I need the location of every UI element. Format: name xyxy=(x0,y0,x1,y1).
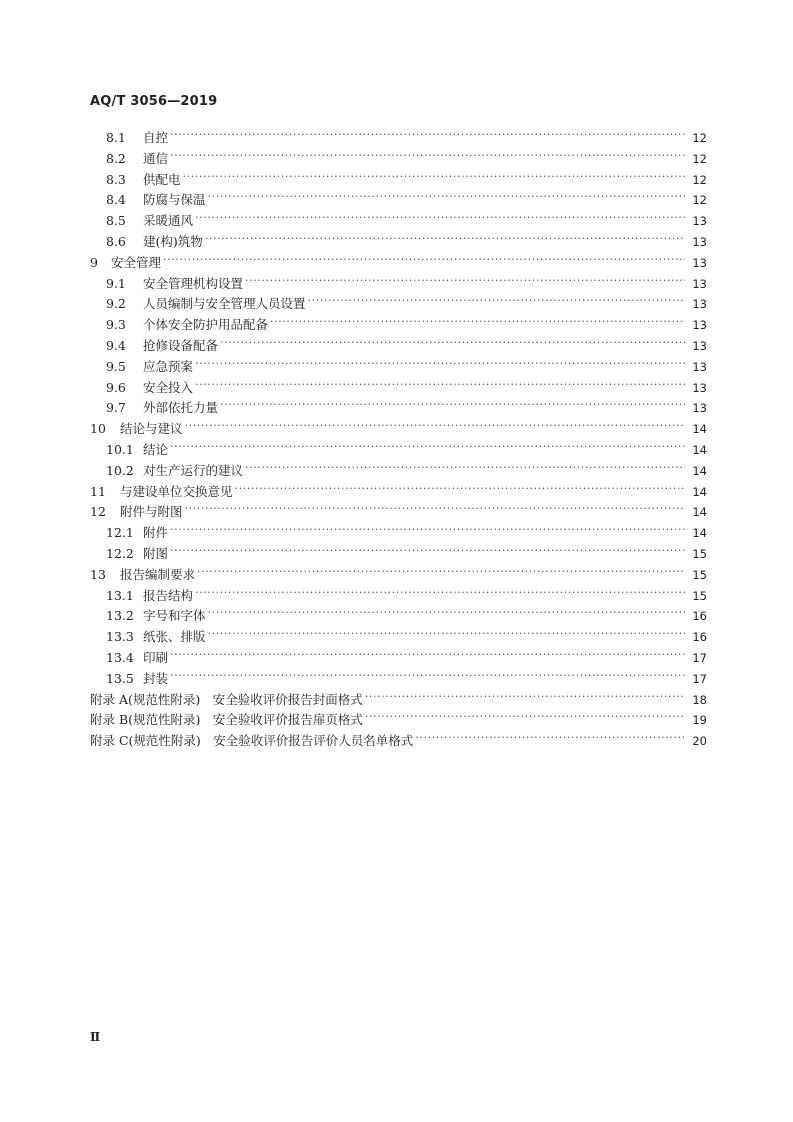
toc-entry-number: 9.7 xyxy=(106,400,126,416)
toc-entry-number: 9 xyxy=(90,254,98,270)
toc-entry-title: 防腐与保温 xyxy=(143,192,206,208)
toc-dot-leader xyxy=(170,146,685,167)
toc-entry-title: 供配电 xyxy=(143,171,181,187)
toc-entry-number: 10.2 xyxy=(106,462,134,478)
toc-entry-title: 报告结构 xyxy=(143,587,194,603)
toc-entry-number: 13.1 xyxy=(106,587,134,603)
toc-dot-leader xyxy=(185,499,685,520)
toc-dot-leader xyxy=(208,624,685,645)
toc-dot-leader xyxy=(308,291,685,312)
toc-entry-title: 安全投入 xyxy=(143,379,194,395)
toc-entry-number: 8.6 xyxy=(106,233,126,249)
toc-entry-page: 15 xyxy=(692,588,707,603)
toc-entry-number: 12.2 xyxy=(106,545,134,561)
toc-dot-leader xyxy=(220,333,685,354)
toc-entry-page: 17 xyxy=(692,671,707,686)
toc-dot-leader xyxy=(208,187,685,208)
toc-entry-page: 14 xyxy=(692,484,707,499)
toc-entry-page: 13 xyxy=(692,297,707,312)
standard-code-header: AQ/T 3056—2019 xyxy=(90,94,218,109)
toc-entry-number: 8.2 xyxy=(106,150,126,166)
toc-entry-number: 11 xyxy=(90,483,106,499)
toc-dot-leader xyxy=(195,375,685,396)
toc-dot-leader xyxy=(220,395,685,416)
toc-entry-page: 13 xyxy=(692,255,707,270)
page-numeral: Ⅱ xyxy=(90,1030,101,1044)
toc-entry-title: 与建设单位交换意见 xyxy=(120,483,233,499)
toc-entry-title: 安全管理 xyxy=(111,254,162,270)
toc-entry-page: 14 xyxy=(692,422,707,437)
toc-entry-page: 12 xyxy=(692,151,707,166)
toc-entry-number: 8.3 xyxy=(106,171,126,187)
toc-entry[interactable] xyxy=(90,731,707,752)
toc-dot-leader xyxy=(365,687,685,708)
toc-entry-number: 9.2 xyxy=(106,296,126,312)
toc-dot-leader xyxy=(415,728,685,749)
toc-entry-number: 8.1 xyxy=(106,130,126,145)
toc-entry-page: 12 xyxy=(692,193,707,208)
toc-entry-title: 封装 xyxy=(143,670,169,686)
toc-dot-leader xyxy=(245,271,685,292)
toc-entry-page: 15 xyxy=(692,567,707,582)
toc-dot-leader xyxy=(195,583,685,604)
toc-entry-number: 9.4 xyxy=(106,337,126,353)
toc-entry-page: 17 xyxy=(692,650,707,665)
toc-entry-page: 13 xyxy=(692,276,707,291)
toc-entry-title: 附图 xyxy=(143,545,169,561)
toc-entry-page: 16 xyxy=(692,630,707,645)
toc-dot-leader xyxy=(183,167,685,188)
toc-entry-number: 10 xyxy=(90,421,106,437)
toc-entry-title: 附件与附图 xyxy=(120,504,183,520)
toc-entry-number: 9.5 xyxy=(106,358,126,374)
toc-dot-leader xyxy=(197,562,685,583)
toc-dot-leader xyxy=(170,645,685,666)
toc-entry-page: 14 xyxy=(692,463,707,478)
toc-entry-title: 采暖通风 xyxy=(143,213,194,229)
toc-dot-leader xyxy=(185,416,685,437)
toc-entry-title: 抢修设备配备 xyxy=(143,337,219,353)
toc-dot-leader xyxy=(365,707,685,728)
toc-entry-page: 14 xyxy=(692,526,707,541)
toc-entry-page: 13 xyxy=(692,359,707,374)
toc-entry-title: 字号和字体 xyxy=(143,608,206,624)
toc-dot-leader xyxy=(195,208,685,229)
toc-entry-page: 20 xyxy=(692,734,707,749)
toc-dot-leader xyxy=(163,250,685,271)
toc-entry-page: 13 xyxy=(692,401,707,416)
toc-entry-title: 结论 xyxy=(143,441,169,457)
toc-dot-leader xyxy=(205,229,685,250)
toc-entry-title: 自控 xyxy=(143,130,169,145)
toc-entry-title: 报告编制要求 xyxy=(120,566,196,582)
toc-entry-title: 个体安全防护用品配备 xyxy=(143,317,269,333)
toc-dot-leader xyxy=(270,312,685,333)
toc-entry-number: 8.4 xyxy=(106,192,126,208)
toc-entry-title: 印刷 xyxy=(143,649,169,665)
toc-entry-page: 13 xyxy=(692,234,707,249)
toc-entry-page: 15 xyxy=(692,546,707,561)
toc-entry-number: 13.3 xyxy=(106,629,134,645)
toc-dot-leader xyxy=(170,541,685,562)
toc-entry-title: 人员编制与安全管理人员设置 xyxy=(143,296,306,312)
toc-entry-page: 19 xyxy=(692,713,707,728)
toc-entry-title: 对生产运行的建议 xyxy=(143,462,244,478)
toc-entry-page: 12 xyxy=(692,131,707,145)
toc-entry-page: 13 xyxy=(692,318,707,333)
toc-entry-title: 建(构)筑物 xyxy=(143,233,203,249)
toc-entry-number: 12 xyxy=(90,504,106,520)
toc-dot-leader xyxy=(170,125,685,146)
toc-entry-title: 通信 xyxy=(143,150,169,166)
toc-dot-leader xyxy=(208,603,685,624)
toc-dot-leader xyxy=(235,479,685,500)
toc-entry-title: 应急预案 xyxy=(143,358,194,374)
toc-entry-page: 18 xyxy=(692,692,707,707)
toc-dot-leader xyxy=(170,520,685,541)
toc-entry-page: 16 xyxy=(692,609,707,624)
toc-entry-title: 附录 B(规范性附录) 安全验收评价报告扉页格式 xyxy=(90,712,363,728)
toc-entry-number: 9.3 xyxy=(106,317,126,333)
toc-entry-title: 安全管理机构设置 xyxy=(143,275,244,291)
toc-dot-leader xyxy=(195,354,685,375)
toc-entry-title: 附件 xyxy=(143,525,169,541)
toc-entry-title: 结论与建议 xyxy=(120,421,183,437)
toc-entry-number: 13 xyxy=(90,566,106,582)
toc-entry-number: 10.1 xyxy=(106,441,134,457)
toc-entry-title: 纸张、排版 xyxy=(143,629,206,645)
toc-entry-page: 13 xyxy=(692,380,707,395)
toc-entry-title: 外部依托力量 xyxy=(143,400,219,416)
table-of-contents xyxy=(90,128,707,752)
toc-entry-page: 13 xyxy=(692,338,707,353)
toc-entry-page: 14 xyxy=(692,505,707,520)
toc-dot-leader xyxy=(170,666,685,687)
toc-entry-number: 8.5 xyxy=(106,213,126,229)
toc-entry-number: 9.1 xyxy=(106,275,126,291)
toc-entry-number: 13.5 xyxy=(106,670,134,686)
toc-entry-page: 14 xyxy=(692,442,707,457)
toc-entry-number: 13.4 xyxy=(106,649,134,665)
toc-dot-leader xyxy=(245,458,685,479)
toc-entry-number: 9.6 xyxy=(106,379,126,395)
toc-entry-page: 12 xyxy=(692,172,707,187)
toc-dot-leader xyxy=(170,437,685,458)
toc-entry-title: 附录 C(规范性附录) 安全验收评价报告评价人员名单格式 xyxy=(90,733,414,749)
toc-entry-number: 12.1 xyxy=(106,525,134,541)
toc-entry-title: 附录 A(规范性附录) 安全验收评价报告封面格式 xyxy=(90,691,363,707)
toc-entry-number: 13.2 xyxy=(106,608,134,624)
toc-entry-page: 13 xyxy=(692,214,707,229)
